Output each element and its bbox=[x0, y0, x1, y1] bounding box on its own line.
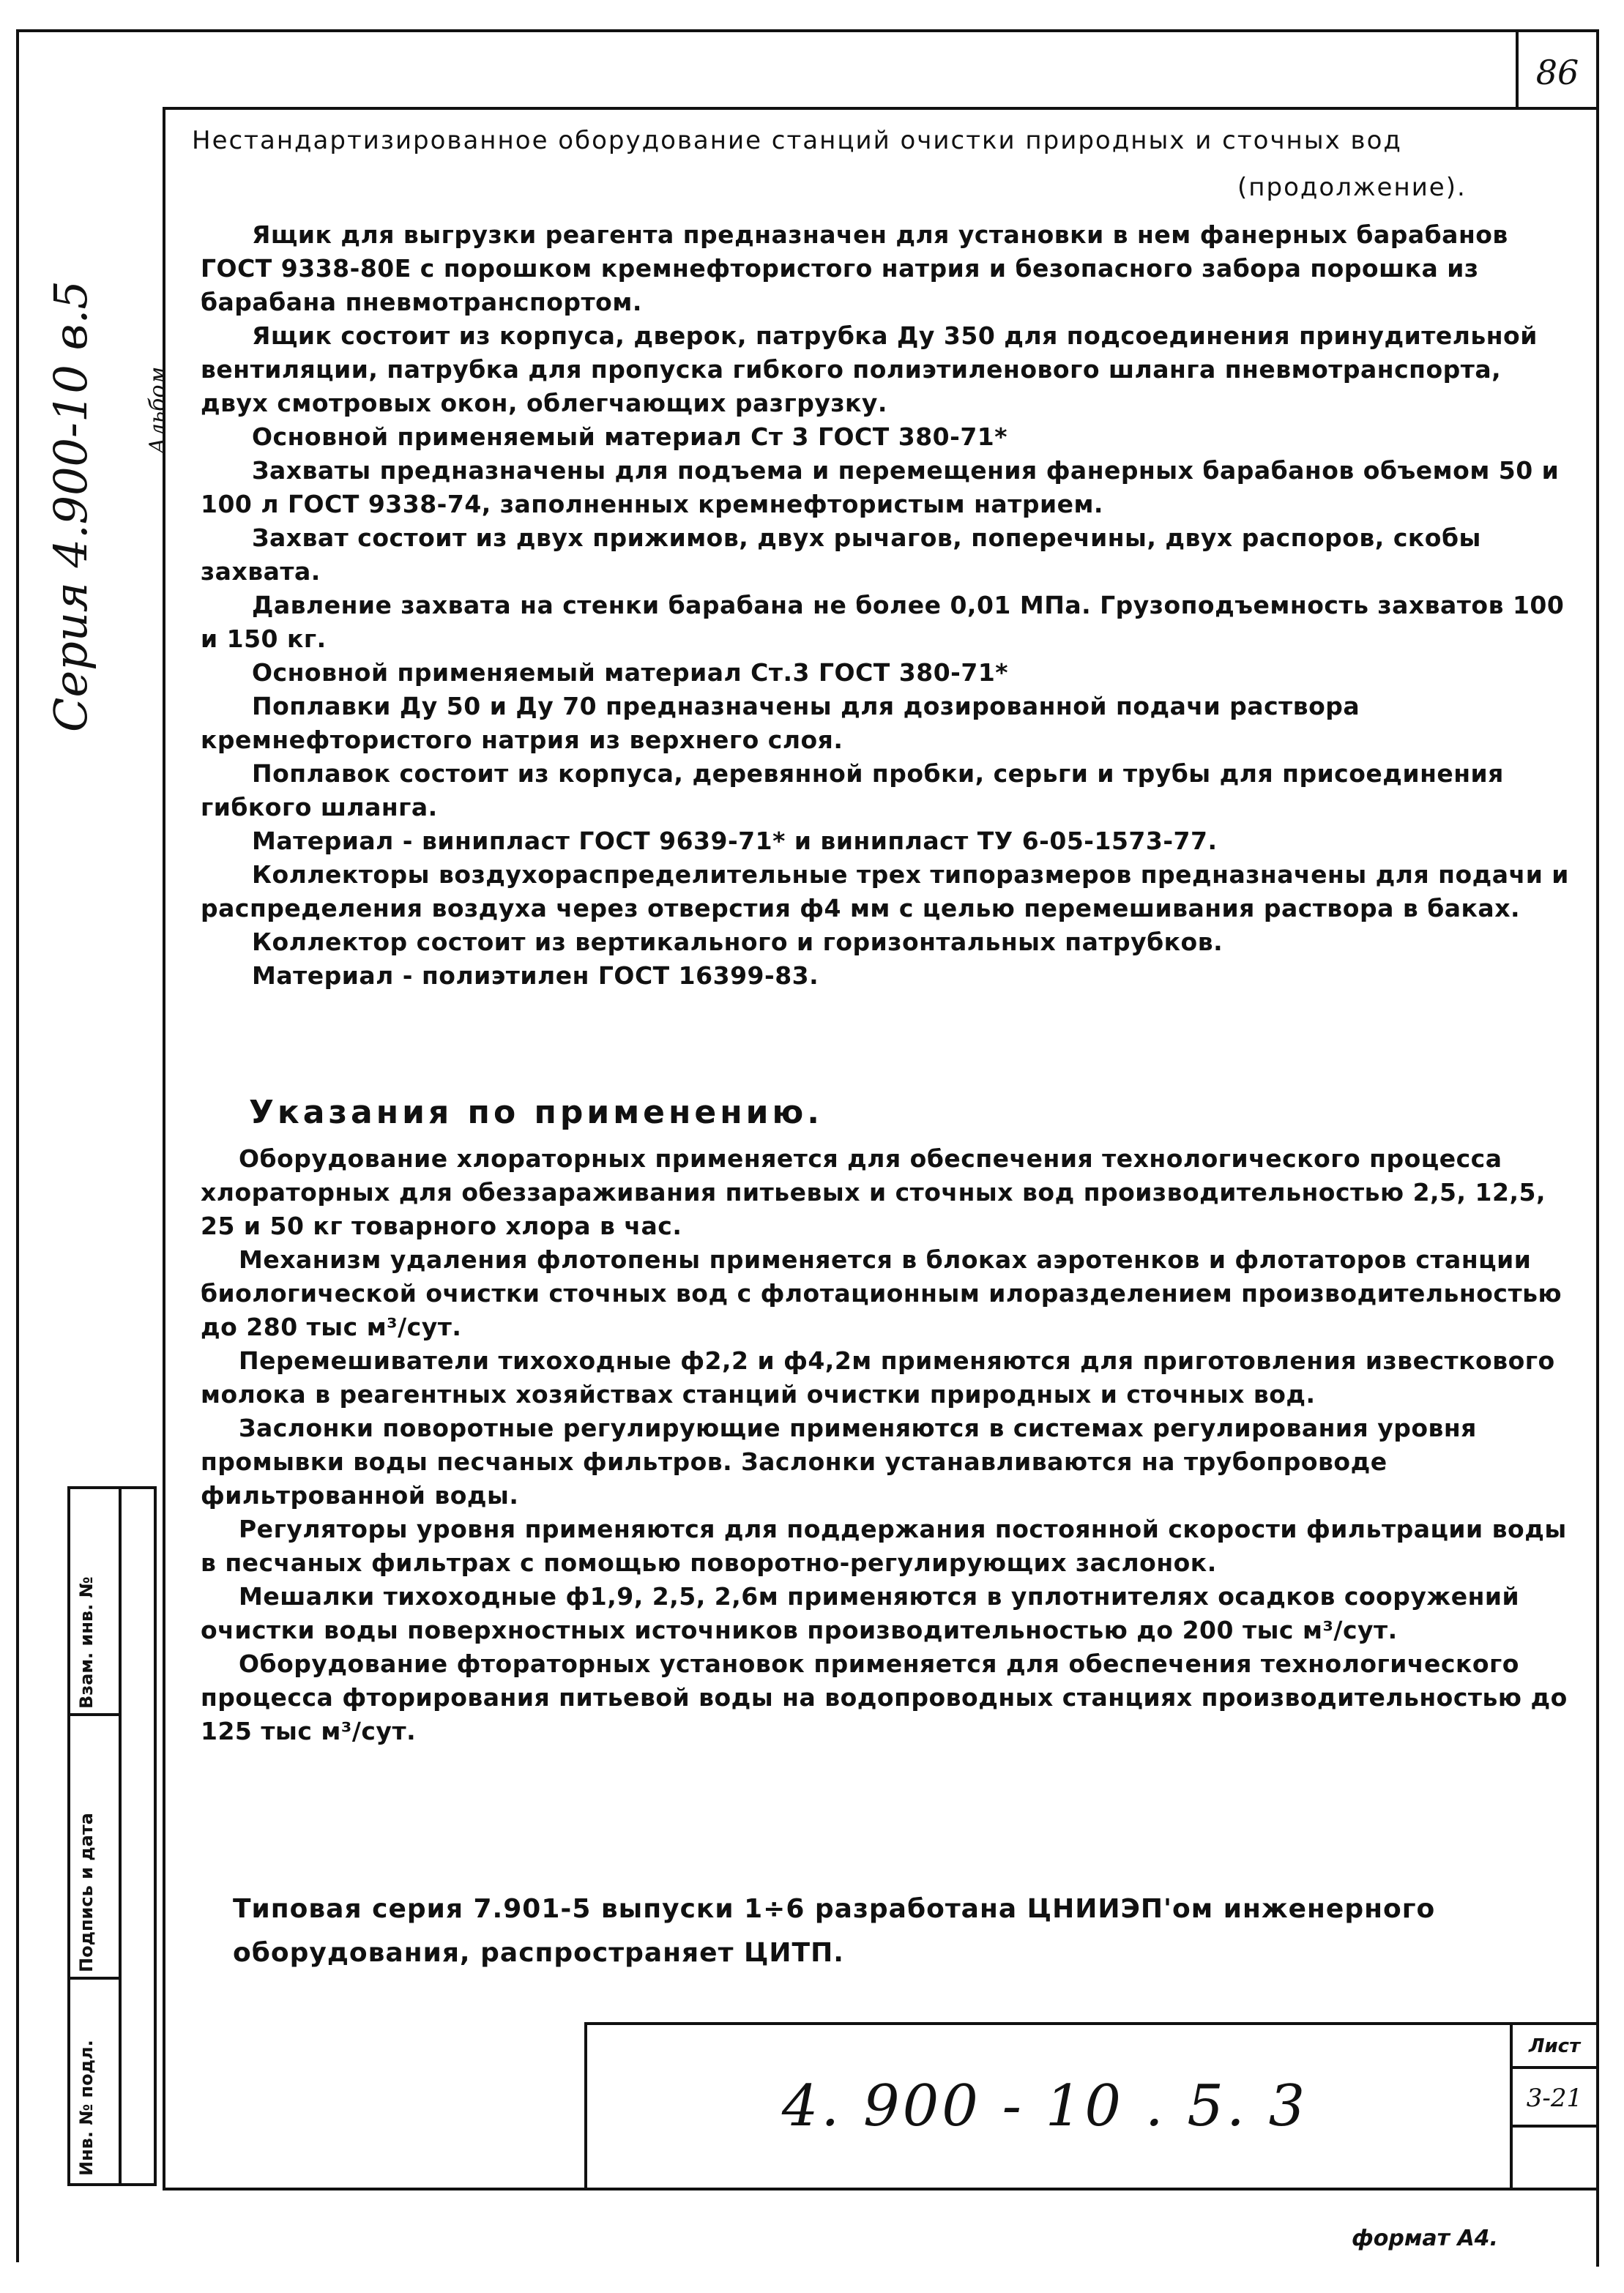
stamp-signature-label: Подпись и дата bbox=[76, 1813, 97, 1972]
paragraph-grips: Захваты предназначены для подъема и перемещения фанерных барабанов объемом 50 и 100 л ГОСТ 9338-74, заполненных кремнефтористым натрием. bbox=[201, 456, 1560, 518]
paragraph-collectors: Коллекторы воздухораспределительные трех типоразмеров предназначены для подачи и распределения воздуха через отверстия ф4 мм с целью перемешивания раствора в баках. bbox=[201, 860, 1569, 922]
paragraph-float-material: Материал - винипласт ГОСТ 9639-71* и винипласт ТУ 6-05-1573-77. bbox=[252, 827, 1218, 855]
paragraph-chlorinators: Оборудование хлораторных применяется для обеспечения технологического процесса хлораторных для обеззараживания питьевых и сточных вод производительностью 2,5, 12,5, 25 и 50 кг товарного хлора в час. bbox=[201, 1144, 1546, 1240]
usage-text bbox=[201, 1142, 1577, 1748]
title-block bbox=[584, 2022, 1599, 2191]
paragraph-mixers: Перемешиватели тихоходные ф2,2 и ф4,2м применяются для приготовления известкового молока в реагентных хозяйствах станций очистки природных и сточных вод. bbox=[201, 1346, 1555, 1409]
document-title: Нестандартизированное оборудование станций очистки природных и сточных вод bbox=[192, 126, 1402, 155]
paragraph-stirrers: Мешалки тихоходные ф1,9, 2,5, 2,6м применяются в уплотнителях осадков сооружений очистки воды поверхностных источников производительностью до 200 тыс м³/сут. bbox=[201, 1582, 1520, 1644]
paragraph-grip-pressure: Давление захвата на стенки барабана не более 0,01 МПа. Грузоподъемность захватов 100 и 150 кг. bbox=[201, 591, 1565, 653]
paragraph-reagent-box: Ящик для выгрузки реагента предназначен для установки в нем фанерных барабанов ГОСТ 9338-80Е с порошком кремнефтористого натрия и безопасного забора порошка из барабана пневмотранспортом. bbox=[201, 220, 1508, 316]
drawing-code: 4. 900 - 10 . 5. 3 bbox=[781, 2073, 1308, 2139]
paragraph-fluorinators: Оборудование фтораторных установок применяется для обеспечения технологического процесса фторирования питьевой воды на водопроводных станциях производительностью до 125 тыс м³/сут. bbox=[201, 1649, 1568, 1745]
outer-top-line bbox=[16, 29, 1517, 32]
page-number: 86 bbox=[1516, 29, 1599, 110]
paragraph-grip-structure: Захват состоит из двух прижимов, двух рычагов, поперечины, двух распоров, скобы захвата. bbox=[201, 523, 1481, 586]
paragraph-valves: Заслонки поворотные регулирующие применяются в системах регулирования уровня промывки воды песчаных фильтров. Заслонки устанавливаются на трубопроводе фильтрованной воды. bbox=[201, 1414, 1477, 1510]
format-label: формат А4. bbox=[1352, 2226, 1498, 2251]
paragraph-material-2: Основной применяемый материал Ст.3 ГОСТ 380-71* bbox=[252, 658, 1009, 687]
stamp-replacement-label: Взам. инв. № bbox=[76, 1576, 97, 1709]
outer-left-line bbox=[16, 29, 19, 2262]
paragraph-foam-removal: Механизм удаления флотопены применяется в блоках аэротенков и флотаторов станции биологической очистки сточных вод с флотационным илоразделением производительностью до 280 тыс м³/сут. bbox=[201, 1245, 1562, 1341]
distribution-note: Типовая серия 7.901-5 выпуски 1÷6 разработана ЦНИИЭП'ом инженерного оборудования, распространяет ЦИТП. bbox=[233, 1894, 1436, 1968]
section-heading: Указания по применению. bbox=[249, 1094, 823, 1131]
paragraph-float-structure: Поплавок состоит из корпуса, деревянной пробки, серьги и трубы для присоединения гибкого шланга. bbox=[201, 759, 1504, 821]
stamp-cell-signature bbox=[70, 1716, 122, 1980]
sheet-number: 3-21 bbox=[1513, 2069, 1596, 2128]
paragraph-collector-material: Материал - полиэтилен ГОСТ 16399-83. bbox=[252, 961, 819, 990]
paragraph-material-1: Основной применяемый материал Ст 3 ГОСТ 380-71* bbox=[252, 422, 1008, 451]
series-label: Серия 4.900-10 в.5 bbox=[44, 280, 97, 732]
body-text bbox=[201, 218, 1577, 993]
stamp-cell-inventory bbox=[70, 1980, 122, 2183]
stamp-inventory-label: Инв. № подл. bbox=[76, 2040, 97, 2176]
stamp-cell-replacement bbox=[70, 1489, 122, 1716]
paragraph-level-regulators: Регуляторы уровня применяются для поддержания постоянной скорости фильтрации воды в песчаных фильтрах с помощью поворотно-регулирующих заслонок. bbox=[201, 1515, 1567, 1577]
sheet-box bbox=[1510, 2025, 1596, 2188]
document-title-continued: (продолжение). bbox=[1237, 173, 1467, 202]
album-label: Альбом bbox=[145, 366, 171, 454]
paragraph-collector-structure: Коллектор состоит из вертикального и горизонтальных патрубков. bbox=[252, 928, 1223, 956]
paragraph-floats: Поплавки Ду 50 и Ду 70 предназначены для дозированной подачи раствора кремнефтористого натрия из верхнего слоя. bbox=[201, 692, 1360, 754]
paragraph-box-structure: Ящик состоит из корпуса, дверок, патрубка Ду 350 для подсоединения принудительной вентиляции, патрубка для пропуска гибкого полиэтиленового шланга пневмотранспорта, двух смотровых окон, облегчающих разгрузку. bbox=[201, 321, 1538, 417]
sheet-label: Лист bbox=[1513, 2025, 1596, 2069]
stamp-column bbox=[67, 1486, 157, 2186]
